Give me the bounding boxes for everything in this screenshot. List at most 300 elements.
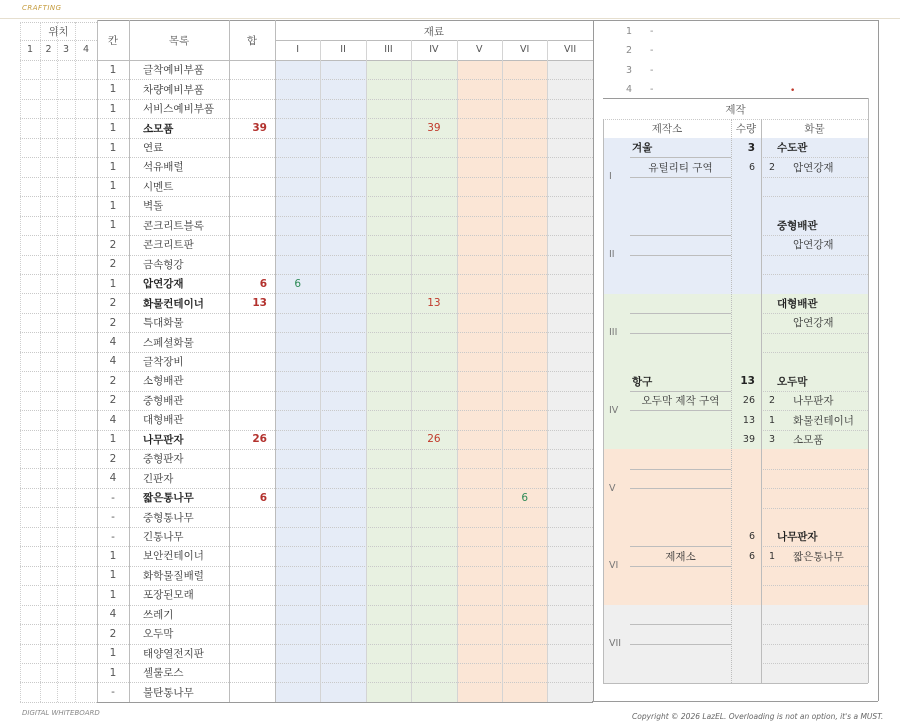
crafter-cargo[interactable]: [793, 469, 866, 488]
row-name[interactable]: 금속형강: [143, 258, 184, 271]
row-sum: [229, 216, 267, 235]
crafter-qty: [731, 449, 755, 468]
crafter-qty: [731, 274, 755, 293]
table-right-border: [593, 20, 594, 702]
row-divider: [20, 624, 593, 625]
header-bottom-border: [97, 60, 593, 61]
note-text[interactable]: -: [650, 84, 654, 95]
crafter-factory[interactable]: [632, 430, 729, 449]
whiteboard-tag: DIGITAL WHITEBOARD: [22, 709, 100, 717]
crafter-amount: [765, 624, 779, 643]
row-name[interactable]: 쓰레기: [143, 608, 174, 621]
crafter-amount: [765, 274, 779, 293]
crafter-cargo[interactable]: 오두막: [777, 375, 808, 388]
crafter-amount: [765, 585, 779, 604]
row-name[interactable]: 보안컨테이너: [143, 550, 204, 563]
cargo-row-divider: [761, 352, 868, 353]
row-slot: 4: [109, 413, 117, 426]
crafter-factory[interactable]: [632, 294, 729, 313]
row-name[interactable]: 서비스예비부품: [143, 103, 215, 116]
row-slot: -: [111, 511, 115, 524]
row-name[interactable]: 특대화물: [143, 317, 184, 330]
note-text[interactable]: -: [650, 25, 654, 37]
row-name[interactable]: 스페셜화물: [143, 336, 194, 349]
crafter-cargo[interactable]: 압연강재: [793, 239, 834, 252]
factory-underline: [630, 235, 731, 236]
row-divider: [20, 585, 593, 586]
row-slot: 1: [109, 122, 117, 135]
row-sum: 39: [252, 122, 267, 135]
row-sum: [229, 527, 267, 546]
row-name[interactable]: 차량예비부품: [143, 83, 204, 96]
note-number: 1: [626, 25, 633, 37]
row-divider: [20, 449, 593, 450]
crafter-cargo[interactable]: [793, 508, 866, 527]
row-slot: 1: [109, 83, 117, 96]
crafter-cargo[interactable]: 나무판자: [777, 531, 818, 544]
crafter-cargo[interactable]: [793, 352, 866, 371]
row-slot: 2: [109, 258, 117, 271]
cargo-row-divider: [761, 624, 868, 625]
row-sum: [229, 682, 267, 701]
crafter-cargo[interactable]: [793, 585, 866, 604]
crafter-qty: [731, 333, 755, 352]
material-col-divider: [366, 40, 367, 702]
row-name[interactable]: 글착장비: [143, 355, 184, 368]
row-name[interactable]: 중형배관: [143, 394, 184, 407]
crafter-factory[interactable]: 겨울: [632, 142, 653, 155]
crafter-amount: [765, 488, 779, 507]
crafter-cargo[interactable]: [793, 605, 866, 624]
factory-underline: [630, 546, 731, 547]
row-slot: 1: [109, 549, 117, 562]
row-sum: [229, 585, 267, 604]
material-value: 26: [427, 433, 441, 446]
row-slot: 1: [109, 666, 117, 679]
cargo-row-divider: [761, 469, 868, 470]
sheet-right-border: [878, 20, 879, 701]
crafter-factory[interactable]: [632, 177, 729, 196]
cargo-row-divider: [761, 313, 868, 314]
cargo-row-divider: [761, 546, 868, 547]
row-divider: [20, 332, 593, 333]
position-col-divider: [40, 22, 41, 702]
row-slot: -: [111, 491, 115, 504]
row-sum: [229, 468, 267, 487]
row-slot: 2: [109, 238, 117, 251]
copyright-text: Copyright © 2026 LazEL. Overloading is not an option, it's a MUST.: [632, 712, 884, 721]
crafter-qty: [731, 255, 755, 274]
row-divider: [20, 255, 593, 256]
table-bottom-border: [97, 702, 593, 703]
position-col-header: 1: [26, 43, 34, 55]
row-divider: [20, 566, 593, 567]
row-sum: [229, 391, 267, 410]
row-sum: [229, 255, 267, 274]
crafter-factory[interactable]: [632, 333, 729, 352]
row-divider: [20, 157, 593, 158]
row-slot: 1: [109, 141, 117, 154]
crafter-qty: [731, 663, 755, 682]
crafter-qty: [731, 566, 755, 585]
row-slot: 2: [109, 297, 117, 310]
col-divider: [97, 20, 98, 702]
crafter-qty: [731, 644, 755, 663]
cargo-row-divider: [761, 488, 868, 489]
crafter-numeral: II: [609, 249, 615, 261]
crafter-qty: [731, 313, 755, 332]
crafter-factory[interactable]: [632, 508, 729, 527]
crafter-factory[interactable]: [632, 410, 729, 429]
row-slot: 1: [109, 63, 117, 76]
row-slot: 1: [109, 588, 117, 601]
row-divider: [20, 79, 593, 80]
row-name[interactable]: 글착예비부품: [143, 64, 204, 77]
crafter-numeral: V: [609, 482, 616, 494]
crafter-factory[interactable]: [632, 663, 729, 682]
crafter-amount: [765, 333, 779, 352]
cargo-row-divider: [761, 566, 868, 567]
row-name[interactable]: 석유배럴: [143, 161, 184, 174]
table-top-border: [97, 20, 593, 21]
crafter-qty: 13: [740, 375, 755, 388]
crafter-cargo[interactable]: 화물컨테이너: [793, 414, 854, 427]
factory-underline: [630, 410, 731, 411]
crafter-cargo[interactable]: [793, 333, 866, 352]
row-slot: 1: [109, 647, 117, 660]
factory-underline: [630, 566, 731, 567]
row-slot: 4: [109, 355, 117, 368]
row-name[interactable]: 포장된모래: [143, 589, 194, 602]
crafter-factory[interactable]: [632, 235, 729, 254]
note-number: 3: [626, 64, 633, 76]
row-divider: [20, 293, 593, 294]
row-name[interactable]: 셀룰로스: [143, 667, 184, 680]
row-sum: 6: [259, 491, 267, 504]
position-col-divider: [57, 22, 58, 702]
crafter-factory[interactable]: 유틸리티 구역: [648, 161, 713, 174]
row-name[interactable]: 콘크리트판: [143, 239, 194, 252]
material-col-header: VI: [520, 43, 530, 55]
crafter-qty: [731, 624, 755, 643]
row-name[interactable]: 중형판자: [143, 453, 184, 466]
row-name[interactable]: 연료: [143, 142, 164, 155]
material-col-header: III: [384, 43, 393, 55]
material-col-header: IV: [429, 43, 439, 55]
crafter-cargo[interactable]: [793, 624, 866, 643]
panel-right-border: [868, 98, 869, 683]
row-name[interactable]: 긴통나무: [143, 531, 184, 544]
row-divider: [20, 313, 593, 314]
crafter-cargo[interactable]: 압연강재: [793, 317, 834, 330]
row-sum: [229, 60, 267, 79]
note-text[interactable]: -: [650, 45, 654, 56]
panel-left-border: [603, 119, 604, 683]
cargo-row-divider: [761, 644, 868, 645]
row-slot: 2: [109, 452, 117, 465]
crafter-qty: 6: [748, 161, 755, 173]
note-number: 2: [626, 45, 633, 56]
sum-header: 합: [246, 34, 258, 47]
row-divider: [20, 468, 593, 469]
row-divider: [20, 644, 593, 645]
crafter-factory[interactable]: [632, 624, 729, 643]
crafter-qty: [731, 488, 755, 507]
crafter-qty: [731, 235, 755, 254]
row-slot: -: [111, 530, 115, 543]
row-sum: [229, 644, 267, 663]
crafter-factory[interactable]: [632, 449, 729, 468]
cargo-row-divider: [761, 177, 868, 178]
row-slot: 2: [109, 316, 117, 329]
cargo-row-divider: [761, 333, 868, 334]
crafter-qty: 13: [742, 414, 755, 426]
material-header: 재료: [423, 25, 445, 38]
crafter-amount: 2: [768, 161, 776, 173]
material-col-divider: [502, 40, 503, 702]
cargo-row-divider: [761, 430, 868, 431]
marker-dot: •: [790, 86, 796, 96]
crafter-cargo[interactable]: [793, 196, 866, 215]
row-slot: -: [111, 686, 115, 699]
cargo-row-divider: [761, 157, 868, 158]
crafter-cargo[interactable]: 압연강재: [793, 161, 834, 174]
crafter-qty: [731, 294, 755, 313]
qty-col-header: 수량: [735, 123, 757, 135]
row-divider: [20, 527, 593, 528]
crafter-factory[interactable]: [632, 566, 729, 585]
row-divider: [20, 235, 593, 236]
crafter-qty: [731, 216, 755, 235]
row-name[interactable]: 불탄통나무: [143, 686, 194, 699]
crafter-amount: [765, 255, 779, 274]
cargo-row-divider: [761, 255, 868, 256]
crafter-amount: [765, 177, 779, 196]
row-sum: [229, 566, 267, 585]
factory-col-header: 제작소: [651, 123, 683, 135]
material-col-divider: [547, 40, 548, 702]
cargo-col-divider: [761, 119, 762, 683]
row-slot: 1: [109, 277, 117, 290]
col-divider: [275, 20, 276, 702]
position-top-line: [20, 22, 97, 23]
crafter-numeral: I: [609, 171, 612, 183]
row-name[interactable]: 콘크리트블록: [143, 219, 204, 232]
material-col-header: II: [340, 43, 346, 55]
row-slot: 1: [109, 219, 117, 232]
factory-underline: [630, 391, 731, 392]
crafter-amount: [765, 605, 779, 624]
cargo-row-divider: [761, 235, 868, 236]
crafter-factory[interactable]: [632, 216, 729, 235]
crafter-cargo[interactable]: [793, 488, 866, 507]
note-number: 4: [626, 84, 633, 95]
factory-underline: [630, 488, 731, 489]
crafter-cargo[interactable]: [793, 566, 866, 585]
crafter-factory[interactable]: [632, 605, 729, 624]
crafter-qty: 6: [748, 531, 755, 543]
note-text[interactable]: -: [650, 64, 654, 76]
sheet-bottom-border: [592, 701, 878, 702]
row-sum: [229, 138, 267, 157]
crafter-factory[interactable]: 제재소: [665, 550, 696, 563]
row-name[interactable]: 중형통나무: [143, 511, 194, 524]
crafter-cargo[interactable]: 대형배관: [777, 297, 818, 310]
material-col-divider: [411, 40, 412, 702]
row-name[interactable]: 대형배관: [143, 414, 184, 427]
crafter-factory[interactable]: [632, 585, 729, 604]
crafter-cargo[interactable]: 수도관: [777, 142, 808, 155]
row-slot: 1: [109, 199, 117, 212]
crafter-factory[interactable]: 항구: [632, 375, 653, 388]
crafter-qty: [731, 196, 755, 215]
crafter-amount: [765, 566, 779, 585]
cargo-row-divider: [761, 508, 868, 509]
row-sum: [229, 157, 267, 176]
crafter-factory[interactable]: [632, 196, 729, 215]
crafter-factory[interactable]: 오두막 제작 구역: [641, 395, 720, 408]
position-header: 위치: [48, 25, 69, 38]
material-col-header: I: [296, 43, 300, 55]
cargo-row-divider: [761, 585, 868, 586]
row-sum: [229, 624, 267, 643]
row-divider: [20, 430, 593, 431]
crafter-cargo[interactable]: [793, 449, 866, 468]
position-col-divider: [20, 22, 21, 702]
row-sum: [229, 371, 267, 390]
cargo-row-divider: [761, 391, 868, 392]
crafter-factory[interactable]: [632, 255, 729, 274]
row-name[interactable]: 소형배관: [143, 375, 184, 388]
crafting-tag: CRAFTING: [22, 4, 62, 12]
row-slot: 1: [109, 102, 117, 115]
row-name[interactable]: 화학물질배럴: [143, 569, 204, 582]
row-name[interactable]: 화물컨테이너: [143, 297, 204, 310]
crafter-amount: 3: [768, 433, 776, 445]
row-divider: [20, 371, 593, 372]
crafter-cargo[interactable]: [793, 177, 866, 196]
row-sum: [229, 663, 267, 682]
crafter-amount: [765, 352, 779, 371]
row-divider: [20, 196, 593, 197]
material-value: 6: [521, 491, 529, 504]
crafter-factory[interactable]: [632, 469, 729, 488]
crafter-factory[interactable]: [632, 274, 729, 293]
crafter-amount: [765, 313, 779, 332]
row-sum: [229, 352, 267, 371]
qty-col-divider: [731, 119, 732, 683]
row-sum: [229, 507, 267, 526]
row-divider: [20, 410, 593, 411]
row-divider: [20, 118, 593, 119]
factory-underline: [630, 313, 731, 314]
row-divider: [20, 682, 593, 683]
crafter-cargo[interactable]: 짧은통나무: [793, 550, 844, 563]
row-sum: [229, 99, 267, 118]
row-sum: 6: [259, 277, 267, 290]
crafter-amount: 2: [768, 395, 776, 407]
position-mid-line: [20, 40, 97, 41]
position-col-divider: [75, 22, 76, 702]
material-col-header: V: [476, 43, 483, 55]
col-divider: [129, 20, 130, 702]
crafter-qty: [731, 508, 755, 527]
crafter-cargo[interactable]: 중형배관: [777, 220, 818, 233]
crafter-numeral: III: [609, 326, 618, 338]
row-name[interactable]: 오두막: [143, 628, 174, 641]
crafter-factory[interactable]: [632, 644, 729, 663]
row-name[interactable]: 압연강재: [143, 278, 184, 291]
row-slot: 4: [109, 472, 117, 485]
row-sum: [229, 449, 267, 468]
row-name[interactable]: 소모품: [143, 122, 174, 135]
crafter-factory[interactable]: [632, 313, 729, 332]
material-mid-line: [275, 40, 593, 41]
notes-bottom-border: [603, 98, 868, 99]
crafter-qty: [731, 352, 755, 371]
crafter-factory[interactable]: [632, 488, 729, 507]
row-name[interactable]: 시멘트: [143, 180, 174, 193]
cargo-row-divider: [761, 663, 868, 664]
crafter-cargo[interactable]: [793, 644, 866, 663]
row-slot: 1: [109, 160, 117, 173]
crafter-cargo[interactable]: 나무판자: [793, 395, 834, 408]
row-slot: 4: [109, 608, 117, 621]
row-slot: 2: [109, 374, 117, 387]
row-sum: 26: [252, 433, 267, 446]
row-divider: [20, 177, 593, 178]
crafter-amount: [765, 235, 779, 254]
crafter-numeral: IV: [609, 404, 619, 416]
row-divider: [20, 391, 593, 392]
cargo-col-header: 화물: [804, 123, 825, 135]
row-slot: 2: [109, 627, 117, 640]
row-divider: [20, 663, 593, 664]
row-name[interactable]: 태양열전지판: [143, 647, 204, 660]
row-name[interactable]: 긴판자: [143, 472, 174, 485]
crafter-amount: 1: [768, 550, 776, 562]
row-divider: [20, 352, 593, 353]
material-col-divider: [320, 40, 321, 702]
crafter-factory[interactable]: [632, 527, 729, 546]
crafter-qty: 3: [747, 141, 755, 154]
crafter-cargo[interactable]: [793, 255, 866, 274]
row-name[interactable]: 벽돌: [143, 200, 164, 213]
factory-underline: [630, 255, 731, 256]
crafter-cargo[interactable]: 소모품: [793, 433, 824, 446]
crafter-cargo[interactable]: [793, 663, 866, 682]
row-divider: [20, 546, 593, 547]
row-divider: [20, 216, 593, 217]
factory-underline: [630, 157, 731, 158]
crafter-amount: [765, 508, 779, 527]
factory-underline: [630, 644, 731, 645]
crafter-factory[interactable]: [632, 352, 729, 371]
list-header: 목록: [168, 34, 190, 47]
cargo-row-divider: [761, 196, 868, 197]
crafter-cargo[interactable]: [793, 274, 866, 293]
position-col-header: 4: [82, 43, 90, 55]
col-divider: [229, 20, 230, 702]
row-name[interactable]: 짧은통나무: [143, 492, 194, 505]
row-name[interactable]: 나무판자: [143, 433, 184, 446]
row-divider: [20, 488, 593, 489]
row-slot: 1: [109, 569, 117, 582]
row-sum: [229, 235, 267, 254]
row-slot: 2: [109, 394, 117, 407]
row-divider: [20, 507, 593, 508]
crafter-amount: [765, 469, 779, 488]
